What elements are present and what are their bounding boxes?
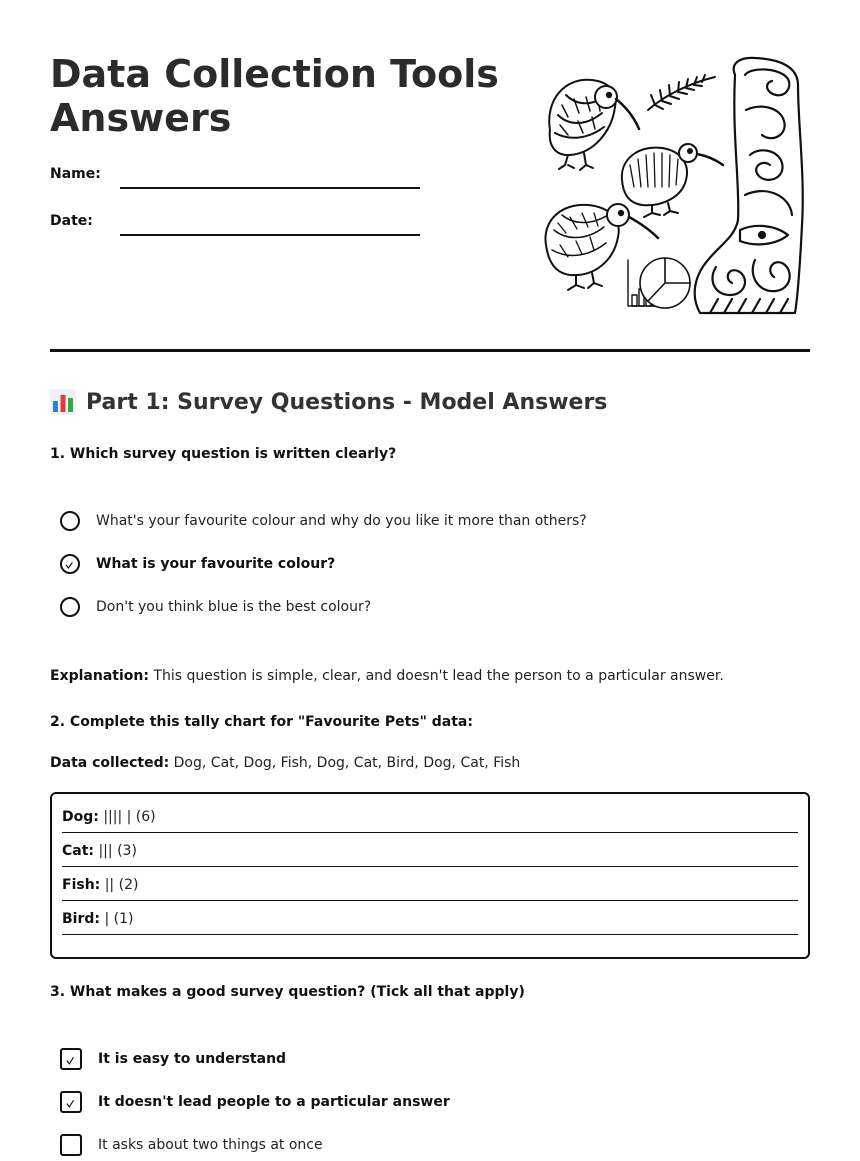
tally-row-fish[interactable] <box>62 870 798 901</box>
checkbox-unchecked[interactable] <box>60 1134 82 1156</box>
q3-option-3[interactable] <box>60 1134 323 1156</box>
q1-option-3[interactable] <box>60 597 371 617</box>
radio-unselected[interactable] <box>60 597 80 617</box>
name-label: Name: <box>50 166 101 182</box>
explanation-text: This question is simple, clear, and doesn't lead the person to a particular answer. <box>153 668 724 684</box>
tally-value: |||| | (6) <box>103 809 156 825</box>
name-field[interactable] <box>120 187 420 189</box>
date-label: Date: <box>50 213 93 229</box>
kiwi-illustration <box>540 55 810 320</box>
checkmark-icon <box>62 556 78 572</box>
q1-option-2-label: What is your favourite colour? <box>96 556 336 572</box>
section-heading-text: Part 1: Survey Questions - Model Answers <box>86 389 608 415</box>
page-title: Data Collection Tools Answers <box>50 52 499 140</box>
radio-selected[interactable] <box>60 554 80 574</box>
question-2: 2. Complete this tally chart for "Favourite Pets" data: <box>50 714 473 730</box>
kiwi-bird-1 <box>549 80 639 170</box>
question-1: 1. Which survey question is written clearly? <box>50 446 397 462</box>
tally-row-cat[interactable] <box>62 836 798 867</box>
bar-chart-icon <box>50 389 76 415</box>
q3-option-3-label: It asks about two things at once <box>98 1137 323 1153</box>
tally-label: Cat: <box>62 843 95 859</box>
q1-option-2[interactable] <box>60 554 335 574</box>
q1-option-1-label: What's your favourite colour and why do you like it more than others? <box>96 513 587 529</box>
mini-pie-chart-icon <box>640 258 690 308</box>
q3-option-2[interactable] <box>60 1091 450 1113</box>
tally-label: Fish: <box>62 877 101 893</box>
q3-option-1[interactable] <box>60 1048 286 1070</box>
data-collected <box>50 755 520 771</box>
q3-option-1-label: It is easy to understand <box>98 1051 287 1067</box>
tally-value: | (1) <box>104 911 134 927</box>
tally-label: Dog: <box>62 809 99 825</box>
tally-chart-box <box>50 792 810 959</box>
tally-value: ||| (3) <box>98 843 137 859</box>
explanation <box>50 668 724 684</box>
radio-unselected[interactable] <box>60 511 80 531</box>
q1-option-1[interactable] <box>60 511 587 531</box>
section-divider <box>50 349 810 352</box>
section-heading-part1 <box>50 389 607 415</box>
checkbox-checked[interactable] <box>60 1048 82 1070</box>
fern-icon <box>648 75 715 110</box>
checkmark-icon <box>62 1050 80 1068</box>
tally-value: || (2) <box>104 877 139 893</box>
checkmark-icon <box>62 1093 80 1111</box>
tally-label: Bird: <box>62 911 100 927</box>
q3-option-2-label: It doesn't lead people to a particular answer <box>98 1094 450 1110</box>
checkbox-checked[interactable] <box>60 1091 82 1113</box>
q1-option-3-label: Don't you think blue is the best colour? <box>96 599 372 615</box>
data-collected-label: Data collected: <box>50 755 170 771</box>
explanation-label: Explanation: <box>50 668 149 684</box>
tally-row-bird[interactable] <box>62 904 798 935</box>
question-3: 3. What makes a good survey question? (Tick all that apply) <box>50 984 525 1000</box>
maori-carving-icon <box>695 58 803 313</box>
date-field[interactable] <box>120 234 420 236</box>
kiwi-bird-2 <box>622 144 723 217</box>
tally-row-dog[interactable] <box>62 802 798 833</box>
data-collected-text: Dog, Cat, Dog, Fish, Dog, Cat, Bird, Dog, Cat, Fish <box>173 755 521 771</box>
